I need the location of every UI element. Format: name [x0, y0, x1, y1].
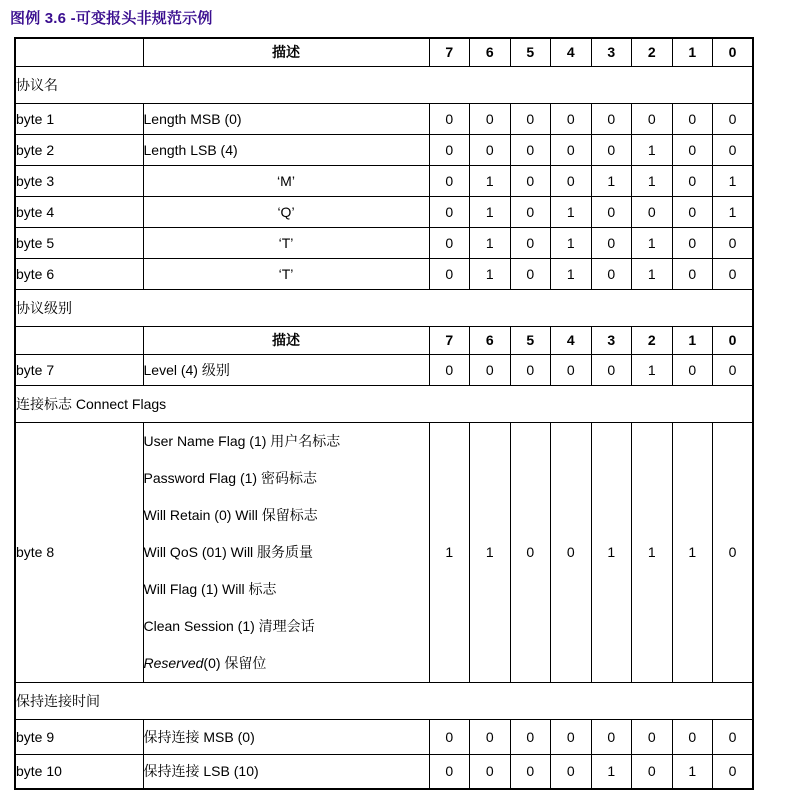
- bit-cell: 1: [591, 754, 632, 789]
- byte-row: [15, 422, 753, 682]
- bit-cell: 0: [672, 354, 713, 385]
- bit-cell: 0: [470, 354, 511, 385]
- bit-cell: 0: [470, 134, 511, 165]
- bit-cell: 1: [429, 422, 470, 682]
- bit-cell: 0: [591, 719, 632, 754]
- bit-cell: 0: [551, 134, 592, 165]
- description-cell: [143, 422, 429, 682]
- bit-cell: 1: [591, 165, 632, 196]
- bit-cell: 0: [429, 258, 470, 289]
- bit-cell: 1: [551, 227, 592, 258]
- flag-line: User Name Flag (1) 用户名标志: [143, 433, 341, 449]
- figure-caption: 图例 3.6 -可变报头非规范示例: [10, 10, 213, 27]
- bit-header-cell: 0: [713, 38, 754, 66]
- description-header-cell: 描述: [143, 326, 429, 354]
- header-row: [15, 38, 753, 66]
- bit-cell: 0: [591, 227, 632, 258]
- bit-cell: 1: [470, 227, 511, 258]
- bit-cell: 0: [510, 422, 551, 682]
- bit-cell: 0: [591, 196, 632, 227]
- bit-cell: 0: [429, 196, 470, 227]
- bit-cell: 1: [470, 196, 511, 227]
- description-cell: ‘T’: [143, 258, 429, 289]
- variable-header-table: [14, 37, 754, 790]
- bit-cell: 1: [591, 422, 632, 682]
- bit-cell: 0: [713, 134, 754, 165]
- section-label-cell: 连接标志 Connect Flags: [15, 385, 753, 422]
- flag-line: Will Flag (1) Will 标志: [143, 581, 277, 597]
- description-header-cell: 描述: [143, 38, 429, 66]
- empty-header-cell: [15, 326, 143, 354]
- byte-label-cell: byte 6: [15, 258, 143, 289]
- byte-label-cell: byte 3: [15, 165, 143, 196]
- bit-cell: 1: [551, 258, 592, 289]
- byte-row: [15, 103, 753, 134]
- byte-row: [15, 354, 753, 385]
- bit-cell: 0: [713, 754, 754, 789]
- section-row: [15, 66, 753, 103]
- bit-cell: 0: [672, 165, 713, 196]
- byte-row: [15, 227, 753, 258]
- description-cell: Length LSB (4): [143, 134, 429, 165]
- bit-cell: 1: [632, 134, 673, 165]
- description-cell: ‘T’: [143, 227, 429, 258]
- section-label-cell: 保持连接时间: [15, 682, 753, 719]
- flag-line: Password Flag (1) 密码标志: [143, 470, 317, 486]
- byte-label-cell: byte 10: [15, 754, 143, 789]
- bit-cell: 0: [510, 134, 551, 165]
- section-row: [15, 289, 753, 326]
- bit-header-cell: 3: [591, 38, 632, 66]
- bit-header-cell: 7: [429, 326, 470, 354]
- bit-cell: 1: [470, 165, 511, 196]
- description-cell: Level (4) 级别: [143, 354, 429, 385]
- bit-cell: 0: [429, 103, 470, 134]
- bit-cell: 0: [551, 719, 592, 754]
- bit-header-cell: 2: [632, 326, 673, 354]
- bit-cell: 0: [510, 258, 551, 289]
- bit-cell: 0: [713, 258, 754, 289]
- bit-cell: 0: [470, 754, 511, 789]
- bit-cell: 0: [470, 719, 511, 754]
- bit-header-cell: 4: [551, 326, 592, 354]
- bit-cell: 0: [672, 258, 713, 289]
- bit-cell: 0: [632, 754, 673, 789]
- bit-header-cell: 7: [429, 38, 470, 66]
- bit-cell: 1: [713, 196, 754, 227]
- bit-cell: 1: [470, 422, 511, 682]
- bit-cell: 0: [429, 354, 470, 385]
- bit-cell: 1: [672, 422, 713, 682]
- bit-cell: 0: [510, 165, 551, 196]
- bit-header-cell: 1: [672, 326, 713, 354]
- bit-cell: 0: [429, 165, 470, 196]
- description-cell: 保持连接 MSB (0): [143, 719, 429, 754]
- bit-cell: 0: [510, 354, 551, 385]
- byte-row: [15, 165, 753, 196]
- description-cell: ‘M’: [143, 165, 429, 196]
- bit-cell: 0: [632, 719, 673, 754]
- bit-cell: 0: [429, 134, 470, 165]
- bit-cell: 0: [551, 754, 592, 789]
- bit-cell: 0: [510, 196, 551, 227]
- bit-cell: 0: [510, 103, 551, 134]
- bit-header-cell: 1: [672, 38, 713, 66]
- byte-row: [15, 134, 753, 165]
- bit-cell: 0: [672, 103, 713, 134]
- bit-cell: 1: [632, 258, 673, 289]
- bit-cell: 0: [672, 227, 713, 258]
- bit-cell: 1: [551, 196, 592, 227]
- bit-cell: 0: [551, 354, 592, 385]
- byte-label-cell: byte 2: [15, 134, 143, 165]
- bit-cell: 0: [632, 196, 673, 227]
- bit-cell: 0: [713, 103, 754, 134]
- bit-cell: 0: [551, 422, 592, 682]
- bit-cell: 1: [632, 422, 673, 682]
- bit-header-cell: 4: [551, 38, 592, 66]
- bit-header-cell: 0: [713, 326, 754, 354]
- bit-cell: 1: [672, 754, 713, 789]
- byte-row: [15, 258, 753, 289]
- bit-header-cell: 2: [632, 38, 673, 66]
- bit-cell: 0: [672, 134, 713, 165]
- bit-cell: 1: [632, 227, 673, 258]
- section-label-cell: 协议级别: [15, 289, 753, 326]
- byte-label-cell: byte 8: [15, 422, 143, 682]
- flag-line: Clean Session (1) 清理会话: [143, 618, 315, 634]
- bit-cell: 0: [510, 227, 551, 258]
- bit-header-cell: 5: [510, 326, 551, 354]
- header-row: [15, 326, 753, 354]
- flag-line: Reserved (0) 保留位: [143, 655, 267, 671]
- bit-cell: 1: [713, 165, 754, 196]
- bit-cell: 0: [632, 103, 673, 134]
- bit-header-cell: 3: [591, 326, 632, 354]
- table-body: [15, 38, 753, 789]
- bit-cell: 0: [713, 227, 754, 258]
- bit-cell: 0: [429, 754, 470, 789]
- bit-cell: 0: [551, 103, 592, 134]
- byte-row: [15, 196, 753, 227]
- bit-header-cell: 6: [470, 326, 511, 354]
- bit-cell: 0: [713, 719, 754, 754]
- byte-label-cell: byte 5: [15, 227, 143, 258]
- bit-cell: 0: [591, 354, 632, 385]
- description-cell: 保持连接 LSB (10): [143, 754, 429, 789]
- empty-header-cell: [15, 38, 143, 66]
- description-cell: Length MSB (0): [143, 103, 429, 134]
- bit-cell: 0: [672, 196, 713, 227]
- bit-cell: 0: [510, 719, 551, 754]
- flag-line: Will QoS (01) Will 服务质量: [143, 544, 314, 560]
- bit-cell: 0: [510, 754, 551, 789]
- byte-row: [15, 719, 753, 754]
- description-cell: ‘Q’: [143, 196, 429, 227]
- bit-cell: 0: [591, 103, 632, 134]
- section-row: [15, 385, 753, 422]
- bit-cell: 0: [429, 719, 470, 754]
- byte-label-cell: byte 7: [15, 354, 143, 385]
- bit-cell: 0: [591, 134, 632, 165]
- byte-row: [15, 754, 753, 789]
- bit-cell: 1: [632, 354, 673, 385]
- bit-cell: 1: [470, 258, 511, 289]
- byte-label-cell: byte 4: [15, 196, 143, 227]
- bit-cell: 0: [591, 258, 632, 289]
- bit-header-cell: 5: [510, 38, 551, 66]
- bit-cell: 0: [429, 227, 470, 258]
- bit-header-cell: 6: [470, 38, 511, 66]
- section-label-cell: 协议名: [15, 66, 753, 103]
- bit-cell: 0: [672, 719, 713, 754]
- byte-label-cell: byte 1: [15, 103, 143, 134]
- bit-cell: 0: [713, 354, 754, 385]
- bit-cell: 0: [470, 103, 511, 134]
- byte-label-cell: byte 9: [15, 719, 143, 754]
- section-row: [15, 682, 753, 719]
- bit-cell: 0: [713, 422, 754, 682]
- bit-cell: 0: [551, 165, 592, 196]
- flag-line: Will Retain (0) Will 保留标志: [143, 507, 318, 523]
- bit-cell: 1: [632, 165, 673, 196]
